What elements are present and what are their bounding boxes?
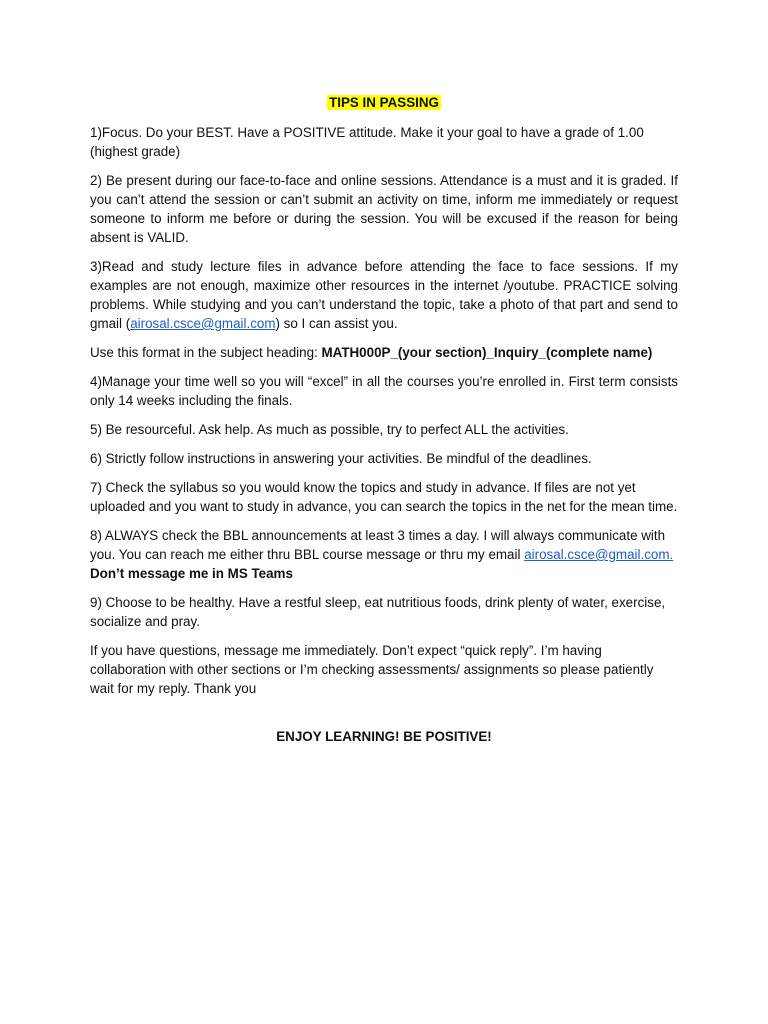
- document-page: [90, 93, 678, 746]
- tip-7: 7) Check the syllabus so you would know the topics and study in advance. If files are not yet uploaded and you want to study in advance, you can search the topics in the net for the mean time.: [90, 480, 678, 514]
- tip-9: 9) Choose to be healthy. Have a restful sleep, eat nutritious foods, drink plenty of water, exercise, socialize and pray.: [90, 595, 666, 629]
- tip-8-text: 8) ALWAYS check the BBL announcements at least 3 times a day. I will always communicate with you. You can reach me either thru BBL course message or thru my email: [90, 528, 666, 562]
- title-row: [90, 93, 678, 112]
- subject-format-label: Use this format in the subject heading:: [90, 345, 322, 360]
- tip-6: 6) Strictly follow instructions in answering your activities. Be mindful of the deadlines.: [90, 451, 592, 466]
- tip-3-text: 3)Read and study lecture files in advance before attending the face to face sessions. If my examples are not enough, maximize other resources in the internet /youtube. PRACTICE solving problems. While studying and you can’t understand the topic, take a photo of that part and send to gmail (: [90, 259, 678, 331]
- subject-format: [90, 343, 678, 362]
- email-link[interactable]: airosal.csce@gmail.com.: [524, 547, 674, 562]
- subject-format-value: MATH000P_(your section)_Inquiry_(complete name): [321, 345, 653, 360]
- tip-2: 2) Be present during our face-to-face and online sessions. Attendance is a must and it is graded. If you can’t attend the session or can’t submit an activity on time, inform me immediately or request someone to inform me before or during the session. You will be excused if the reason for being absent is VALID.: [90, 173, 678, 245]
- email-link[interactable]: airosal.csce@gmail.com: [130, 316, 276, 331]
- tip-3-text-end: ) so I can assist you.: [275, 316, 398, 331]
- tip-8: [90, 526, 678, 583]
- questions-note: If you have questions, message me immediately. Don’t expect “quick reply”. I’m having collaboration with other sections or I’m checking assessments/ assignments so please patiently wait for my reply. Thank you: [90, 643, 654, 696]
- closing-line: ENJOY LEARNING! BE POSITIVE!: [276, 729, 492, 744]
- tip-4: 4)Manage your time well so you will “excel” in all the courses you’re enrolled in. First term consists only 14 weeks including the finals.: [90, 374, 678, 408]
- tip-8-warning: Don’t message me in MS Teams: [90, 566, 293, 581]
- tip-3: [90, 257, 678, 333]
- tip-5: 5) Be resourceful. Ask help. As much as possible, try to perfect ALL the activities.: [90, 422, 569, 437]
- tip-1: 1)Focus. Do your BEST. Have a POSITIVE attitude. Make it your goal to have a grade of 1.00 (highest grade): [90, 125, 644, 159]
- document-title: TIPS IN PASSING: [329, 95, 439, 110]
